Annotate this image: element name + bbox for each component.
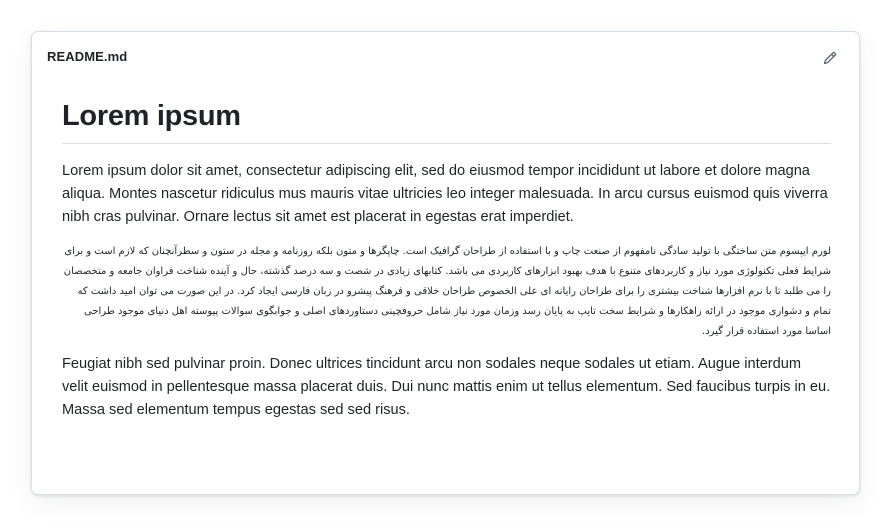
pencil-icon — [823, 51, 837, 65]
paragraph-persian: لورم ایپسوم متن ساختگی با تولید سادگی نامفهوم از صنعت چاپ و با استفاده از طراحان گرافیک است. چاپگرها و متون بلکه روزنامه و مجله در ستون و سطرآنچنان که لازم است و برای شرایط فعلی تکنولوژی مورد نیاز و کاربردهای متنوع با هدف بهبود ابزارهای کاربردی می باشد. کتابهای زیادی در شصت و سه درصد گذشته، حال و آینده شناخت فراوان جامعه و متخصصان را می طلبد تا با نرم افزارها شناخت بیشتری را برای طراحان رایانه ای علی الخصوص طراحان خلاقی و فرهنگ پیشرو در زبان فارسی ایجاد کرد. در این صورت می توان امید داشت که تمام و دشواری موجود در ارائه راهکارها و شرایط سخت تایپ به پایان رسد وزمان مورد نیاز شامل حروفچینی دستاوردهای اصلی و جوابگوی سوالات پیوسته اهل دنیای موجود طراحی اساسا مورد استفاده قرار گیرد. — [63, 246, 831, 337]
readme-content — [62, 96, 831, 422]
paragraph-english-1: Lorem ipsum dolor sit amet, consectetur adipiscing elit, sed do eiusmod tempor incididunt ut labore et dolore magna aliqua. Montes nascetur ridiculus mus mauris vitae ultricies leo integer malesuada. In arcu cursus euismod quis viverra nibh cras pulvinar. Ornare lectus sit amet est placerat in egestas erat imperdiet. — [62, 163, 828, 225]
readme-card — [31, 31, 860, 495]
file-name: README.md — [47, 49, 128, 64]
edit-file-button[interactable] — [821, 49, 839, 67]
readme-title: Lorem ipsum — [62, 96, 831, 144]
readme-header — [32, 32, 859, 82]
paragraph-english-2: Feugiat nibh sed pulvinar proin. Donec ultrices tincidunt arcu non sodales neque sodales ut etiam. Augue interdum velit euismod in pellentesque massa placerat duis. Dui nunc mattis enim ut tellus elementum. Sed faucibus turpis in eu. Massa sed elementum tempus egestas sed sed risus. — [62, 356, 831, 418]
